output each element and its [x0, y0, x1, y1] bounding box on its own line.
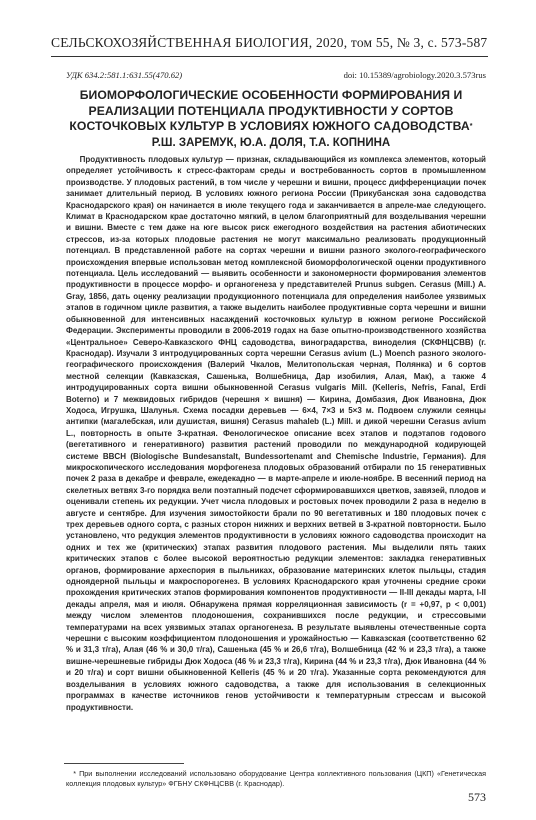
- footnote-rule: [64, 763, 184, 764]
- abstract: [66, 154, 486, 713]
- footnote: [66, 769, 486, 789]
- article-authors: Р.Ш. ЗАРЕМУК, Ю.А. ДОЛЯ, Т.А. КОПНИНА: [151, 137, 391, 149]
- footnote-text: * При выполнении исследований использовано оборудование Центра коллективного пользования (ЦКП) «Генетическая коллекция плодовых культур» ФГБНУ СКФНЦСВВ (г. Краснодар).: [66, 769, 486, 788]
- page-number: 573: [468, 790, 486, 804]
- title-footnote-mark: *: [469, 123, 473, 130]
- doi: doi: 10.15389/agrobiology.2020.3.573rus: [343, 70, 486, 80]
- article-title-text: БИОМОРФОЛОГИЧЕСКИЕ ОСОБЕННОСТИ ФОРМИРОВАНИЯ И РЕАЛИЗАЦИИ ПОТЕНЦИАЛА ПРОДУКТИВНОСТИ У СОРТОВ КОСТОЧКОВЫХ КУЛЬТУР В УСЛОВИЯХ ЮЖНОГО САДОВОДСТВА: [69, 88, 470, 133]
- abstract-text: Продуктивность плодовых культур — признак, складывающийся из комплекса элементов, который определяет устойчивость к стресс-факторам среды и востребованность сортов в промышленном производстве. У плодовых растений, в том числе у черешни и вишни, процесс дифференциации почек занимает длительный период. В условиях южного региона России (Прикубанская зона садоводства Краснодарского края) он начинается в июле текущего года и заканчивается в апреле-мае следующего. Климат в Краснодарском крае достаточно мягкий, в целом благоприятный для возделывания черешни и вишни. Вместе с тем даже на юге высок риск ежегодного воздействия на растения абиотических стрессов, из-за которых плодовые растения не могут максимально реализовать продукционный потенциал. В представленной работе на сортах черешни и вишни разного эколого-географического происхождения впервые использован метод комплексной биоморфологической оценки продуктивного потенциала. Цель исследований — выявить особенности и закономерности формирования элементов продуктивности в процессе морфо- и органогенеза у представителей Prunus subgen. Cerasus (Mill.) A. Gray, 1856, дать оценку реализации продукционного потенциала для определения наиболее уязвимых этапов в годичном цикле развития, а также выделить наиболее продуктивные сорта черешни и вишни обыкновенной для интенсивных насаждений косточковых культур в южном регионе Российской Федерации. Эксперименты проводили в 2006-2019 годах на базе опытно-производственного хозяйства «Центральное» Северо-Кавказского ФНЦ садоводства, виноградарства, виноделия (СКФНЦСВВ) (г. Краснодар). Изучали 3 интродуцированных сорта черешни Cerasus avium (L.) Moench разного эколого-географического происхождения (Валерий Чкалов, Мелитопольская черная, Полянка) и 6 сортов местной селекции (Кавказская, Сашенька, Волшебница, Дар изобилия, Алая, Мак), а также 4 интродуцированных сорта вишни обыкновенной Cerasus vulgaris Mill. (Kelleris, Nefris, Fanal, Erdi Boterno) и 7 межвидовых гибридов (черешня × вишня) — Кирина, Домбазия, Дюк Ивановна, Дюк Ходоса, Игрушка, Шалунья. Схема посадки деревьев — 6×4, 7×3 и 5×3 м. Подвоем служили сеянцы антипки (магалебская, или душистая, вишня) Cerasus mahaleb (L.) Mill. и дикой черешни Cerasus avium L., повторность в опыте 3-кратная. Фенологическое описание всех этапов и подэтапов годового (вегетативного и генеративного) развития растений проводили по международной кодирующей системе BBCH (Biologische Bundesanstalt, Bundessortenamt and Chemische Industrie, Германия). Для микроскопического исследования морфогенеза плодовых образований отбирали по 15 генеративных почек 2 раза в декабре и феврале, ежедекадно — в марте-апреле и июле-ноябре. В весенний период на скелетных ветвях 3-го порядка вели поэтапный подсчет сформировавшихся цветков, завязей, плодов и оценивали степень их редукции. Учет числа плодовых и ростовых почек проводили 2 раза в неделю в августе и сентябре. Для изучения зимостойкости брали по 90 вегетативных и 180 плодовых почек с трех деревьев одного сорта, с разных сторон нижних и верхних ветвей в 3-кратной повторности. Было установлено, что редукция элементов продуктивности в условиях южного садоводства происходит на одних и тех же (критических) этапах развития плодового растения. Мы выделили пять таких критических этапов с более высокой вероятностью редукции элементов: закладка генеративных органов, формирование археспория в пыльниках, образование материнских клеток пыльцы, стадия одноядерной пыльцы и макроспорогенез. В условиях Краснодарского края уточнены средние сроки прохождения критических этапов формирования компонентов продуктивности — II-III декады марта, I-II декады апреля, мая и июля. Обнаружена прямая корреляционная зависимость (r = +0,97, p < 0,001) между числом элементов плодоношения, сохранившихся после редукции, и стрессовыми температурами на всех уязвимых этапах органогенеза. В результате выявлены отечественные сорта черешни с высоким коэффициентом плодоношения и урожайностью — Кавказская (соответственно 62 % и 31,3 т/га), Алая (46 % и 30,0 т/га), Сашенька (45 % и 26,6 т/га), Волшебница (42 % и 23,3 т/га), а также вишне-черешневые гибриды Дюк Ходоса (46 % и 23,3 т/га), Кирина (44 % и 23,3 т/га), Дюк Ивановна (44 % и 20 т/га) и сорт вишни обыкновенной Kelleris (45 % и 20 т/га). Указанные сорта рекомендуются для возделывания в условиях южного садоводства, а также для использования в селекционных программах в качестве источников генов устойчивости к температурным стрессам и высокой продуктивности.: [66, 155, 486, 712]
- running-head: СЕЛЬСКОХОЗЯЙСТВЕННАЯ БИОЛОГИЯ, 2020, том 55, № 3, с. 573-587: [51, 35, 488, 50]
- udc-code: УДК 634.2:581.1:631.55(470.62): [66, 70, 183, 80]
- meta-row: [66, 70, 486, 80]
- header-rule: [51, 56, 488, 57]
- article-title: [56, 88, 486, 135]
